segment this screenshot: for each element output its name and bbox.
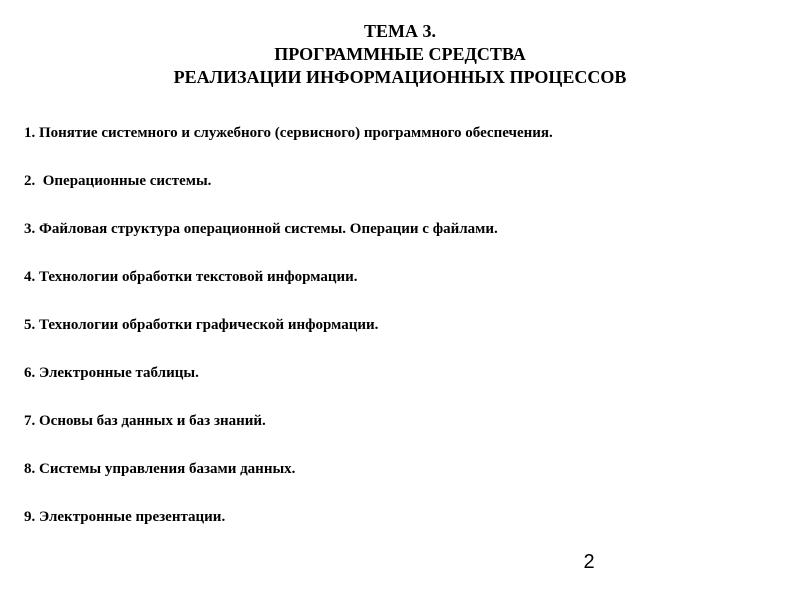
topic-list [24, 124, 784, 556]
topic-item-5: 5. Технологии обработки графической информации. [24, 317, 379, 333]
topic-item-6: 6. Электронные таблицы. [24, 365, 199, 381]
topic-item-4: 4. Технологии обработки текстовой информации. [24, 269, 358, 285]
title-line-3: РЕАЛИЗАЦИИ ИНФОРМАЦИОННЫХ ПРОЦЕССОВ [173, 67, 627, 87]
topic-item-7: 7. Основы баз данных и баз знаний. [24, 413, 266, 429]
topic-item-2: 2. Операционные системы. [24, 173, 212, 189]
slide-title [0, 20, 800, 89]
title-line-1: ТЕМА 3. [364, 21, 436, 41]
title-line-2: ПРОГРАММНЫЕ СРЕДСТВА [274, 44, 526, 64]
topic-item-3: 3. Файловая структура операционной системы. Операции с файлами. [24, 221, 498, 237]
topic-item-1: 1. Понятие системного и служебного (сервисного) программного обеспечения. [24, 125, 553, 141]
topic-item-8: 8. Системы управления базами данных. [24, 461, 296, 477]
page-number: 2 [583, 551, 595, 573]
topic-item-9: 9. Электронные презентации. [24, 509, 226, 525]
